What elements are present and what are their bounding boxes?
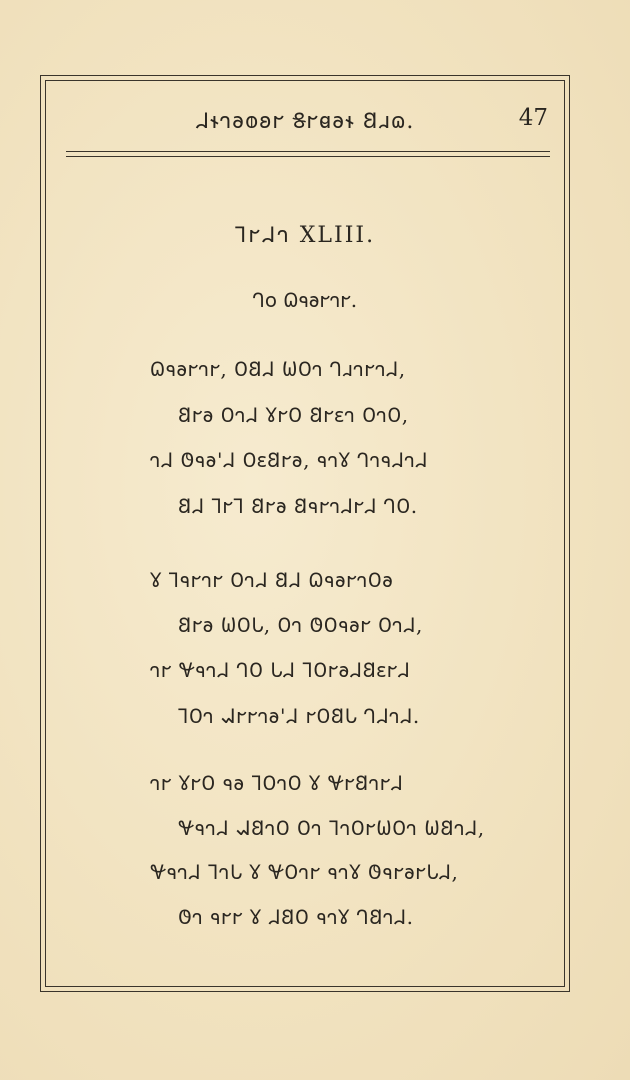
poem-line: 𐐒𐐇 𐐑𐐲𐐑 𐐒𐐲𐐨 𐐒𐐳𐐲𐐻𐐇𐐲𐐇 𐐓𐐄. <box>178 494 418 518</box>
poem-line: 𐐻𐐇 𐐃𐐳𐐨'𐐇 𐐄𐐩𐐒𐐲𐐨, 𐐳𐐻𐐜 𐐓𐐻𐐳𐐇𐐻𐐇 <box>150 448 429 472</box>
page-frame <box>40 75 570 992</box>
poem-line: 𐐃𐐻 𐐳𐐲𐐲 𐐜 𐐇𐐒𐐄 𐐳𐐻𐐜 𐐓𐐒𐐻𐐇. <box>178 905 414 929</box>
poem-line: 𐐏𐐳𐐻𐐇 𐐉𐐒𐐻𐐄 𐐄𐐻 𐐑𐐻𐐄𐐲𐐎𐐄𐐻 𐐎𐐒𐐻𐐇, <box>178 816 485 840</box>
poem-line: 𐐒𐐲𐐨 𐐄𐐻𐐇 𐐜𐐲𐐄 𐐒𐐲𐐩𐐻 𐐄𐐻𐐄, <box>178 403 409 427</box>
poem-line: 𐐒𐐲𐐨 𐐎𐐄𐐢, 𐐄𐐻 𐐃𐐄𐐳𐐨𐐲 𐐄𐐻𐐇, <box>178 613 423 637</box>
running-title: 𐐇𐐮𐐻𐐨𐐭𐐪𐐲 𐐝𐐲𐐼𐐨𐐮 𐐒𐐯𐐿. <box>195 109 415 134</box>
running-head <box>46 105 564 137</box>
page-number: 47 <box>518 105 548 131</box>
poem-line: 𐐏𐐳𐐻𐐇 𐐑𐐻𐐢 𐐜 𐐏𐐄𐐻𐐲 𐐳𐐻𐐜 𐐃𐐳𐐲𐐨𐐲𐐢𐐇, <box>150 860 459 884</box>
poem-line: 𐐻𐐲 𐐏𐐳𐐻𐐇 𐐓𐐄 𐐢𐐇 𐐑𐐄𐐲𐐨𐐇𐐒𐐩𐐲𐐇 <box>150 658 411 682</box>
poem-line: 𐐑𐐄𐐻 𐐉𐐲𐐲𐐻𐐨'𐐇 𐐲𐐄𐐒𐐢 𐐓𐐇𐐻𐐇. <box>178 704 420 728</box>
poem-line: 𐐜 𐐑𐐳𐐲𐐻𐐲 𐐄𐐻𐐇 𐐒𐐇 𐐗𐐳𐐨𐐲𐐻𐐄𐐨 <box>150 568 394 592</box>
double-rule-divider <box>66 151 550 157</box>
page-inner-frame <box>45 80 565 987</box>
poem-line: 𐐻𐐲 𐐜𐐲𐐄 𐐳𐐨 𐐑𐐄𐐻𐐄 𐐜 𐐏𐐲𐐒𐐻𐐲𐐇 <box>150 771 404 795</box>
poem-title: 𐐓𐐬 𐐗𐐳𐐨𐐲𐐻𐐲. <box>252 288 358 312</box>
poem-number: 𐐑𐐲𐐇𐐻 XLIII. <box>234 223 376 248</box>
poem-line: 𐐗𐐳𐐨𐐲𐐻𐐲, 𐐄𐐒𐐇 𐐎𐐄𐐻 𐐓𐐯𐐻𐐲𐐻𐐇, <box>150 357 406 381</box>
